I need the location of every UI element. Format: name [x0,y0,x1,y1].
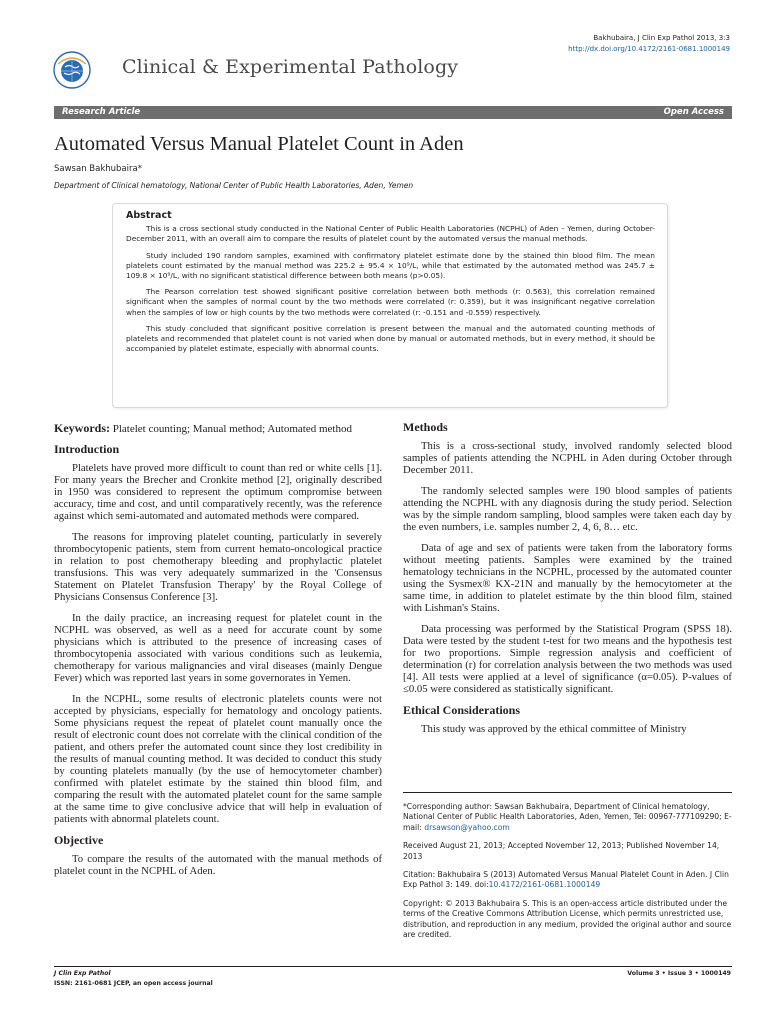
publisher-globe-logo-icon [52,50,92,90]
author-email-link[interactable]: drsawson@yahoo.com [424,822,510,832]
introduction-paragraph: The reasons for improving platelet counting, particularly in severely thrombocytopenic patients, stem from current hemato-oncological practice in relation to post chemotherapy bleeding and prophylactic platelet transfusions. This was very adequately summarized in the 'Consensus Statement on Platelet Transfusion Therapy' by the Royal College of Physicians Consensus Conference [3]. [54,531,382,603]
copyright-note: Copyright: © 2013 Bakhubaira S. This is an open-access article distributed under the terms of the Creative Commons Attribution License, which permits unrestricted use, distribution, and reproduction in any medium, provided the original author and source are credited. [403,898,732,940]
abstract-paragraph: Study included 190 random samples, examined with confirmatory platelet estimate done by the stained thin blood film. The mean platelets count estimated by the manual method was 225.2 ± 95.4 × 10⁹/L, while that estimated by the automated method was 245.7 ± 109.8 × 10⁹/L, with no significant statistical difference between both means (p>0.05). [126,250,655,281]
methods-paragraph: Data of age and sex of patients were taken from the laboratory forms without meeting patients. Samples were examined by the trained hematology technicians in the NCPHL, processed by the automated counter using the Sysmex® KX-21N and manually by the hemocytometer at the same time, in addition to platelet estimate by the thin blood film, stained with Lishman's Stains. [403,542,732,614]
journal-title: Clinical & Experimental Pathology [122,56,459,78]
keywords-label: Keywords: [54,421,110,435]
header-citation-block [568,33,730,55]
footer-issn: ISSN: 2161-0681 JCEP, an open access journal [54,980,213,987]
footer-divider [54,966,732,967]
objective-paragraph: To compare the results of the automated with the manual methods of platelet count in the NCPHL of Aden. [54,853,382,877]
corresponding-author-text: *Corresponding author: Sawsan Bakhubaira, Department of Clinical hematology, National Center of Public Health Laboratories, Aden, Yemen, Tel: 00967-777109290; E-mail: [403,802,732,832]
ethics-heading: Ethical Considerations [403,703,521,717]
article-title: Automated Versus Manual Platelet Count in Aden [54,133,464,155]
footer-volume-info: Volume 3 • Issue 3 • 1000149 [627,970,731,977]
methods-paragraph: Data processing was performed by the Statistical Program (SPSS 18). Data were tested by the student t-test for two means and the hypothesis test for two proportions. Simple regression analysis and coefficient of determination (r) for correlation analysis between the two methods was used [4]. All tests were applied at a level of significance (α=0.05). P-values of ≤0.05 were considered as statistically significant. [403,623,732,695]
methods-paragraph: This is a cross-sectional study, involved randomly selected blood samples of patients attending the NCPHL in Aden during October through December 2011. [403,440,732,476]
introduction-paragraph: Platelets have proved more difficult to count than red or white cells [1]. For many years the Brecher and Cronkite method [2], originally described in 1950 was considered to represent the optimum compromise between accuracy, time and cost, and until comparatively recently, was the reference against which semi-automated and automated methods were compared. [54,462,382,522]
left-column [54,422,382,886]
footer-left [54,969,213,989]
methods-paragraph: The randomly selected samples were 190 blood samples of patients attending the NCPHL with any diagnosis during the study period. Selection was by the simple random sampling, blood samples were taken each day by the even numbers, i.e. samples number 2, 4, 6, 8… etc. [403,485,732,533]
citation-note [403,870,732,891]
header-doi-link[interactable]: http://dx.doi.org/10.4172/2161-0681.1000149 [568,45,730,53]
methods-heading: Methods [403,420,448,434]
abstract-paragraph: This study concluded that significant positive correlation is present between the manual and the automated counting methods of platelets and recommended that platelet count is not varied when done by manual or automated methods, but in every method, it should be accompanied by platelet estimate, especially with abnormal counts. [126,323,655,354]
publication-dates: Received August 21, 2013; Accepted November 12, 2013; Published November 14, 2013 [403,841,720,861]
introduction-paragraph: In the daily practice, an increasing request for platelet count in the NCPHL was observed, as well as a need for accurate count by some physicians which is attributed to the presence of increasing cases of thrombocytopenia associated with various conditions such as leukemia, chemotherapy for various malignancies and viral diseases (mainly Dengue Fever) which was reported last years in some governorates in Yemen. [54,612,382,684]
abstract-box [112,203,668,408]
keywords-text: Platelet counting; Manual method; Automated method [112,423,352,435]
corresponding-author-note [403,802,732,833]
header-citation: Bakhubaira, J Clin Exp Pathol 2013, 3:3 [593,34,730,42]
objective-heading: Objective [54,833,104,847]
keywords-line [54,422,382,435]
citation-text: Citation: Bakhubaira S (2013) Automated Versus Manual Platelet Count in Aden. J Clin Exp Pathol 3: 149. doi: [403,870,729,890]
article-type-banner [54,106,732,119]
abstract-paragraph: The Pearson correlation test showed significant positive correlation between both methods (r: 0.563), this correlation remained significant when the samples of normal count by the two methods were correlated (r: 0.359), but it was insignificant negative correlation when the samples of low or high counts by the two methods were correlated (r: -0.151 and -0.559) respectively. [126,287,655,317]
footer-journal-name: J Clin Exp Pathol [54,970,111,977]
citation-doi-link[interactable]: 10.4172/2161-0681.1000149 [488,880,601,890]
introduction-paragraph: In the NCPHL, some results of electronic platelets counts were not accepted by physicians, especially for hematology and oncology patients. Some physicians request the repeat of platelet count manually once the result of electronic count does not correlate with the clinical condition of the patient, and others prefer the automated count since they lost credibility in the results of manual counting method. It was decided to conduct this study by counting platelets manually (by the use of hemocytometer chamber) confirmed with platelet estimate by the stained thin blood film, and comparing the result with the automated platelet count for the same sample at the same time to give conclusive advice that will help in evaluation of patients with abnormal platelets count. [54,693,382,825]
footnote-block [403,792,732,948]
author-name: Sawsan Bakhubaira* [54,164,142,174]
article-type-label: Research Article [62,107,141,117]
right-column [403,421,732,744]
abstract-heading: Abstract [126,210,172,221]
author-affiliation: Department of Clinical hematology, National Center of Public Health Laboratories, Aden, Yemen [54,181,414,190]
abstract-paragraph: This is a cross sectional study conducted in the National Center of Public Health Laboratories (NCPHL) of Aden – Yemen, during October-December 2011, with an overall aim to compare the results of platelet count by the automated versus the manual methods. [126,224,655,244]
introduction-heading: Introduction [54,442,120,456]
ethics-paragraph: This study was approved by the ethical committee of Ministry [421,723,687,735]
open-access-label: Open Access [663,107,724,117]
